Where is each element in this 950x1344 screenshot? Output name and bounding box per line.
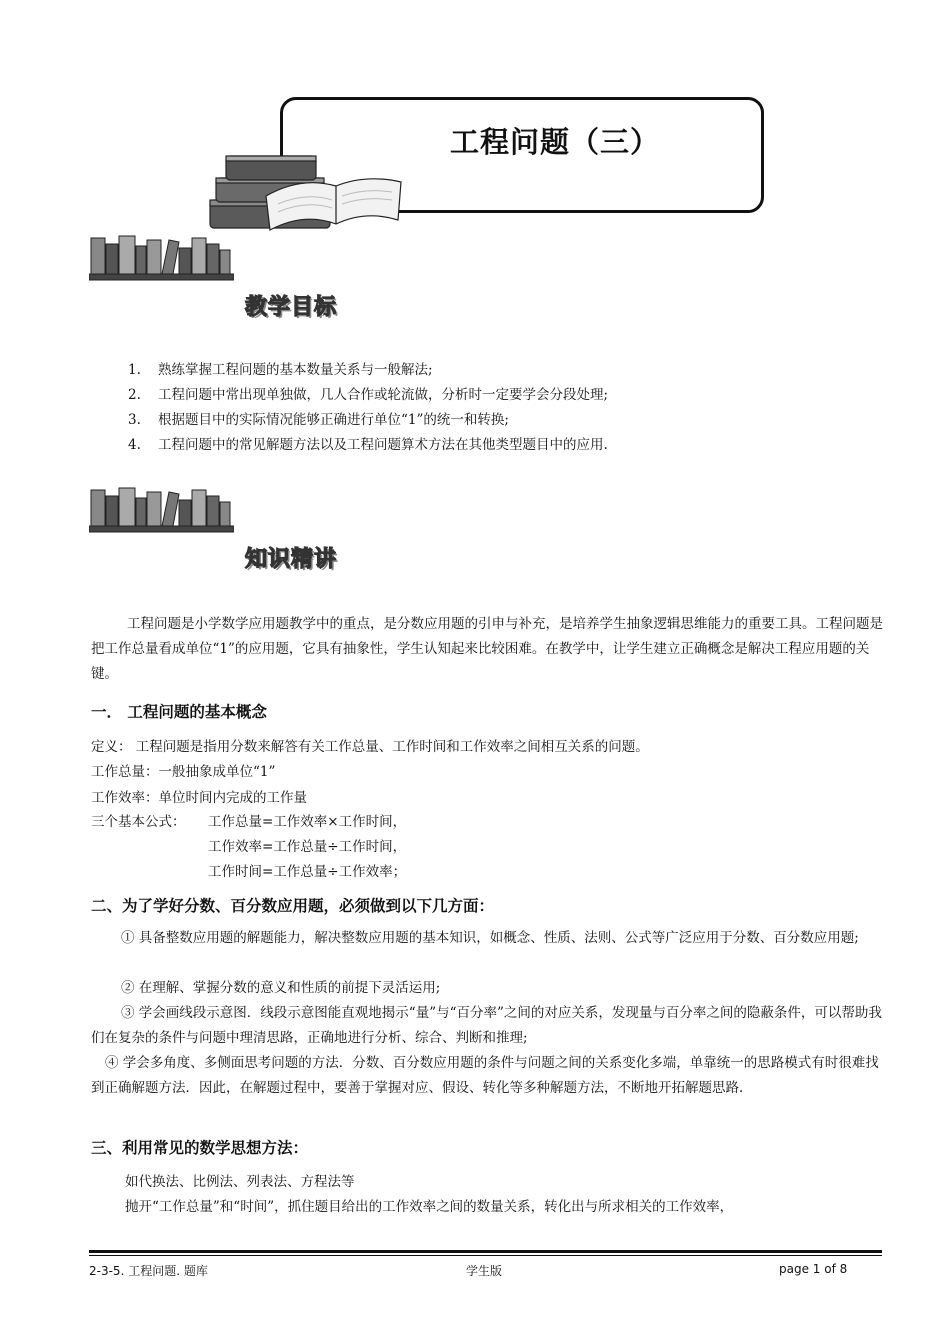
point-1: ① 具备整数应用题的解题能力，解决整数应用题的基本知识，如概念、性质、法则、公式等广泛应用于分数、百分数应用题; <box>121 930 859 946</box>
footer-doc-name: 2-3-5. 工程问题. 题库 <box>89 1264 208 1278</box>
books-illustration <box>206 148 406 238</box>
point-4: ④ 学会多角度、多侧面思考问题的方法．分数、百分数应用题的条件与问题之间的关系变化多端，单靠统一的思路模式有时很难找到正确解题方法．因此，在解题过程中，要善于掌握对应、假设、转化等多种解题方法，不断地开拓解题思路． <box>91 1055 879 1096</box>
section-title-knowledge: 知识精讲 <box>245 547 338 572</box>
intro-paragraph: 工程问题是小学数学应用题教学中的重点，是分数应用题的引申与补充，是培养学生抽象逻辑思维能力的重要工具。工程问题是把工作总量看成单位“1”的应用题，它具有抽象性，学生认知起来比较困难。在教学中，让学生建立正确概念是解决工程应用题的关键。 <box>91 616 883 682</box>
list-item: 4. 工程问题中的常见解题方法以及工程问题算术方法在其他类型题目中的应用. <box>128 437 608 453</box>
page-title: 工程问题（三） <box>450 125 661 159</box>
bookshelf-icon <box>89 234 234 282</box>
section-title-objectives: 教学目标 <box>245 295 338 320</box>
point-2: ② 在理解、掌握分数的意义和性质的前提下灵活运用; <box>121 980 441 996</box>
objectives-list <box>128 358 888 458</box>
footer-version: 学生版 <box>466 1264 503 1278</box>
heading-basic-concepts: 一． 工程问题的基本概念 <box>91 703 267 721</box>
list-item: 1. 熟练掌握工程问题的基本数量关系与一般解法; <box>128 362 433 378</box>
formula-3: 工作时间=工作总量÷工作效率； <box>208 864 407 880</box>
heading-methods: 三、利用常见的数学思想方法： <box>91 1139 309 1157</box>
footer-rule <box>89 1250 882 1253</box>
formula-2: 工作效率=工作总量÷工作时间， <box>208 839 407 855</box>
footer-rule <box>89 1255 882 1256</box>
definition-line: 定义： 工程问题是指用分数来解答有关工作总量、工作时间和工作效率之间相互关系的问题。 <box>91 739 649 755</box>
point-3: ③ 学会画线段示意图．线段示意图能直观地揭示“量”与“百分率”之间的对应关系，发现量与百分率之间的隐蔽条件，可以帮助我们在复杂的条件与问题中理清思路，正确地进行分析、综合、判断和推理; <box>91 1005 882 1046</box>
work-efficiency-line: 工作效率：单位时间内完成的工作量 <box>91 790 307 806</box>
work-total-line: 工作总量：一般抽象成单位“1” <box>91 764 276 780</box>
methods-line-2: 抛开“工作总量”和“时间”，抓住题目给出的工作效率之间的数量关系，转化出与所求相关的工作效率， <box>125 1199 734 1215</box>
list-item: 3. 根据题目中的实际情况能够正确进行单位“1”的统一和转换; <box>128 412 509 428</box>
list-item: 2. 工程问题中常出现单独做，几人合作或轮流做，分析时一定要学会分段处理; <box>128 387 609 403</box>
heading-fractions: 二、为了学好分数、百分数应用题，必须做到以下几方面： <box>91 897 495 915</box>
bookshelf-icon <box>89 486 234 534</box>
formula-1: 工作总量=工作效率×工作时间， <box>208 814 407 830</box>
footer-page-number: page 1 of 8 <box>779 1262 848 1276</box>
methods-line-1: 如代换法、比例法、列表法、方程法等 <box>125 1174 355 1190</box>
formula-label: 三个基本公式： <box>91 814 186 830</box>
